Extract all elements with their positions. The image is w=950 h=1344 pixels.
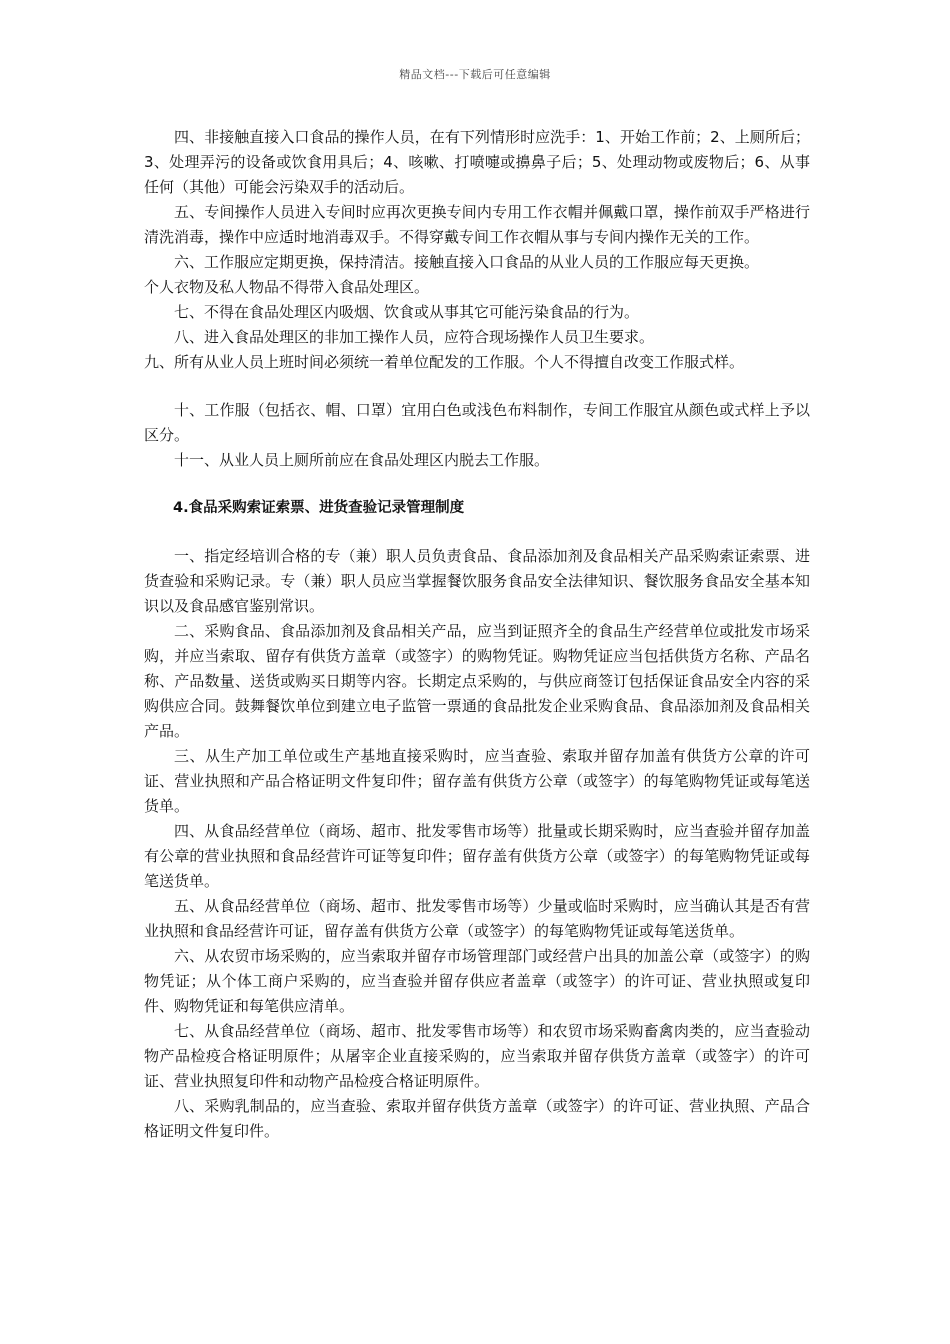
purchase-paragraph-4: 四、从食品经营单位（商场、超市、批发零售市场等）批量或长期采购时，应当查验并留存加盖有公章的营业执照和食品经营许可证等复印件；留存盖有供货方公章（或签字）的每笔购物凭证或每笔送货单。 [144,822,810,890]
paragraph-item-9: 九、所有从业人员上班时间必须统一着单位配发的工作服。个人不得擅自改变工作服式样。 [144,353,745,371]
paragraph-item-8: 八、进入食品处理区的非加工操作人员，应符合现场操作人员卫生要求。 [174,328,655,346]
purchase-paragraph-6: 六、从农贸市场采购的，应当索取并留存市场管理部门或经营户出具的加盖公章（或签字）的购物凭证；从个体工商户采购的，应当查验并留存供应者盖章（或签字）的许可证、营业执照或复印件、购物凭证和每笔供应清单。 [144,947,810,1015]
paragraph-item-10: 十、工作服（包括衣、帽、口罩）宜用白色或浅色布料制作，专间工作服宜从颜色或式样上予以区分。 [144,401,810,444]
purchase-paragraph-1: 一、指定经培训合格的专（兼）职人员负责食品、食品添加剂及食品相关产品采购索证索票、进货查验和采购记录。专（兼）职人员应当掌握餐饮服务食品安全法律知识、餐饮服务食品安全基本知识以及食品感官鉴别常识。 [144,547,810,615]
document-body [144,125,810,1144]
spacer [144,521,810,544]
paragraph-personal-items: 个人衣物及私人物品不得带入食品处理区。 [144,278,430,296]
section-title: 4.食品采购索证索票、进货查验记录管理制度 [173,500,465,516]
purchase-paragraph-3: 三、从生产加工单位或生产基地直接采购时，应当查验、索取并留存加盖有供货方公章的许可证、营业执照和产品合格证明文件复印件；留存盖有供货方公章（或签字）的每笔购物凭证或每笔送货单。 [144,747,810,815]
paragraph-item-6: 六、工作服应定期更换，保持清洁。接触直接入口食品的从业人员的工作服应每天更换。 [174,253,760,271]
paragraph-item-7: 七、不得在食品处理区内吸烟、饮食或从事其它可能污染食品的行为。 [174,303,640,321]
page-header: 精品文档---下载后可任意编辑 [399,68,551,81]
paragraph-item-5: 五、专间操作人员进入专间时应再次更换专间内专用工作衣帽并佩戴口罩，操作前双手严格进行清洗消毒，操作中应适时地消毒双手。不得穿戴专间工作衣帽从事与专间内操作无关的工作。 [144,203,810,246]
paragraph-item-4: 四、非接触直接入口食品的操作人员，在有下列情形时应洗手：1、开始工作前；2、上厕所后；3、处理弄污的设备或饮食用具后；4、咳嗽、打喷嚏或擤鼻子后；5、处理动物或废物后；6、从事任何（其他）可能会污染双手的活动后。 [144,128,810,196]
purchase-paragraph-2: 二、采购食品、食品添加剂及食品相关产品，应当到证照齐全的食品生产经营单位或批发市场采购，并应当索取、留存有供货方盖章（或签字）的购物凭证。购物凭证应当包括供货方名称、产品名称、产品数量、送货或购买日期等内容。长期定点采购的，与供应商签订包括保证食品安全内容的采购供应合同。鼓舞餐饮单位到建立电子监管一票通的食品批发企业采购食品、食品添加剂及食品相关产品。 [144,622,810,740]
spacer [144,473,810,496]
paragraph-item-11: 十一、从业人员上厕所前应在食品处理区内脱去工作服。 [174,451,550,469]
purchase-paragraph-8: 八、采购乳制品的，应当查验、索取并留存供货方盖章（或签字）的许可证、营业执照、产品合格证明文件复印件。 [144,1097,810,1140]
spacer [144,375,810,398]
purchase-paragraph-5: 五、从食品经营单位（商场、超市、批发零售市场等）少量或临时采购时，应当确认其是否有营业执照和食品经营许可证，留存盖有供货方公章（或签字）的每笔购物凭证或每笔送货单。 [144,897,810,940]
purchase-paragraph-7: 七、从食品经营单位（商场、超市、批发零售市场等）和农贸市场采购畜禽肉类的，应当查验动物产品检疫合格证明原件；从屠宰企业直接采购的，应当索取并留存供货方盖章（或签字）的许可证、营业执照复印件和动物产品检疫合格证明原件。 [144,1022,810,1090]
